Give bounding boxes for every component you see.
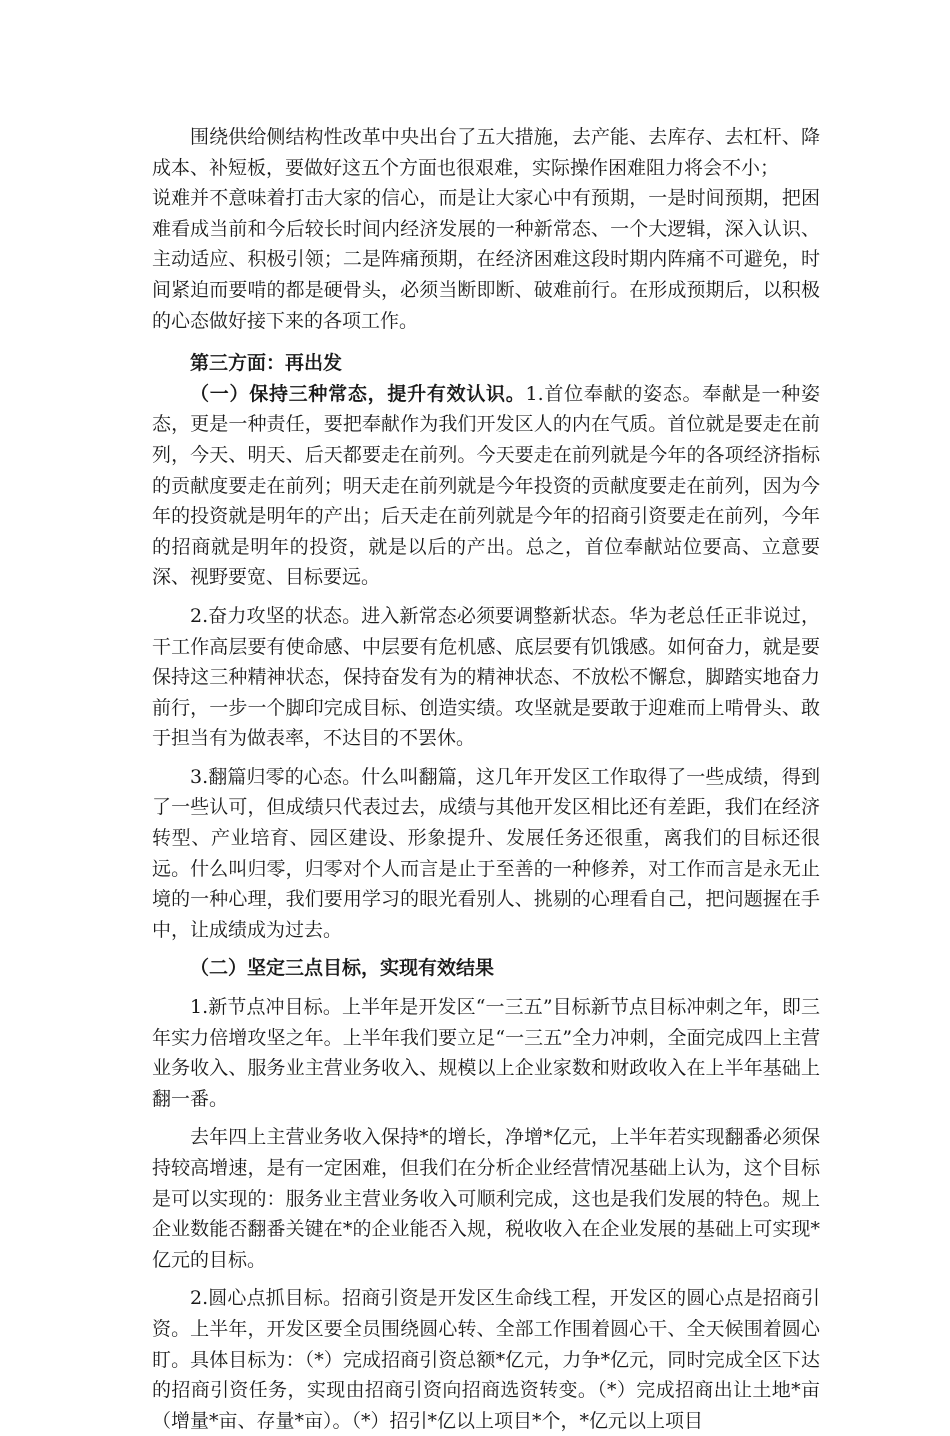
paragraph-section2-item1: 1.新节点冲目标。上半年是开发区“一三五”目标新节点目标冲刺之年，即三年实力倍增攻坚之年。上半年我们要立足“一三五”全力冲刺，全面完成四上主营业务收入、服务业主营业务收入、规模以上企业家数和财政收入在上半年基础上翻一番。 <box>152 996 820 1110</box>
paragraph-intro-continued: 说难并不意味着打击大家的信心，而是让大家心中有预期，一是时间预期，把困难看成当前和今后较长时间内经济发展的一种新常态、一个大逻辑，深入认识、主动适应、积极引领；二是阵痛预期，在经济困难这段时期内阵痛不可避免，时间紧迫而要啃的都是硬骨头，必须当断即断、破难前行。在形成预期后，以积极的心态做好接下来的各项工作。 <box>152 187 820 332</box>
paragraph-section1-item2: 2.奋力攻坚的状态。进入新常态必须要调整新状态。华为老总任正非说过，干工作高层要有使命感、中层要有危机感、底层要有饥饿感。如何奋力，就是要保持这三种精神状态，保持奋发有为的精神状态、不放松不懈怠，脚踏实地奋力前行，一步一个脚印完成目标、创造实绩。攻坚就是要敢于迎难而上啃骨头、敢于担当有为做表率，不达目的不罢休。 <box>152 604 820 750</box>
paragraph-section2-item2: 2.圆心点抓目标。招商引资是开发区生命线工程，开发区的圆心点是招商引资。上半年，开发区要全员围绕圆心转、全部工作围着圆心干、全天候围着圆心盯。具体目标为：（*）完成招商引资总额*亿元，力争*亿元，同时完成全区下达的招商引资任务，实现由招商引资向招商选资转变。（*）完成招商出让土地*亩（增量*亩、存量*亩）。（*）招引*亿以上项目*个，*亿元以上项目 <box>152 1287 820 1432</box>
paragraph-section1-item3: 3.翻篇归零的心态。什么叫翻篇，这几年开发区工作取得了一些成绩，得到了一些认可，但成绩只代表过去，成绩与其他开发区相比还有差距，我们在经济转型、产业培育、园区建设、形象提升、发展任务还很重，离我们的目标还很远。什么叫归零，归零对个人而言是止于至善的一种修养，对工作而言是永无止境的一种心理，我们要用学习的眼光看别人、挑剔的心理看自己，把问题握在手中，让成绩成为过去。 <box>152 765 820 941</box>
section1-heading: （一）保持三种常态，提升有效认识。 <box>190 382 526 405</box>
paragraph-section2-item1-detail: 去年四上主营业务收入保持*的增长，净增*亿元，上半年若实现翻番必须保持较高增速，是有一定困难，但我们在分析企业经营情况基础上认为，这个目标是可以实现的：服务业主营业务收入可顺利完成，这也是我们发展的特色。规上企业数能否翻番关键在*的企业能否入规，税收收入在企业发展的基础上可实现*亿元的目标。 <box>152 1126 820 1271</box>
section2-heading: （二）坚定三点目标，实现有效结果 <box>190 957 495 980</box>
section-heading-third: 第三方面：再出发 <box>190 352 343 375</box>
paragraph-intro <box>152 122 820 183</box>
paragraph-intro-part1: 围绕供给侧结构性改革中央出台了五大措施，去产能、去库存、去杠杆、降成本、补短板，要做好这五个方面也很艰难，实际操作困难阻力将会不小； <box>152 126 820 179</box>
section1-body: 1.首位奉献的姿态。奉献是一种姿态，更是一种责任，要把奉献作为我们开发区人的内在气质。首位就是要走在前列，今天、明天、后天都要走在前列。今天要走在前列就是今年的各项经济指标的贡献度要走在前列；明天走在前列就是今年投资的贡献度要走在前列，因为今年的投资就是明年的产出；后天走在前列就是今年的招商引资要走在前列，今年的招商就是明年的投资，就是以后的产出。总之，首位奉献站位要高、立意要深、视野要宽、目标要远。 <box>152 382 820 589</box>
paragraph-section1 <box>152 379 820 593</box>
document-page <box>152 122 820 1436</box>
